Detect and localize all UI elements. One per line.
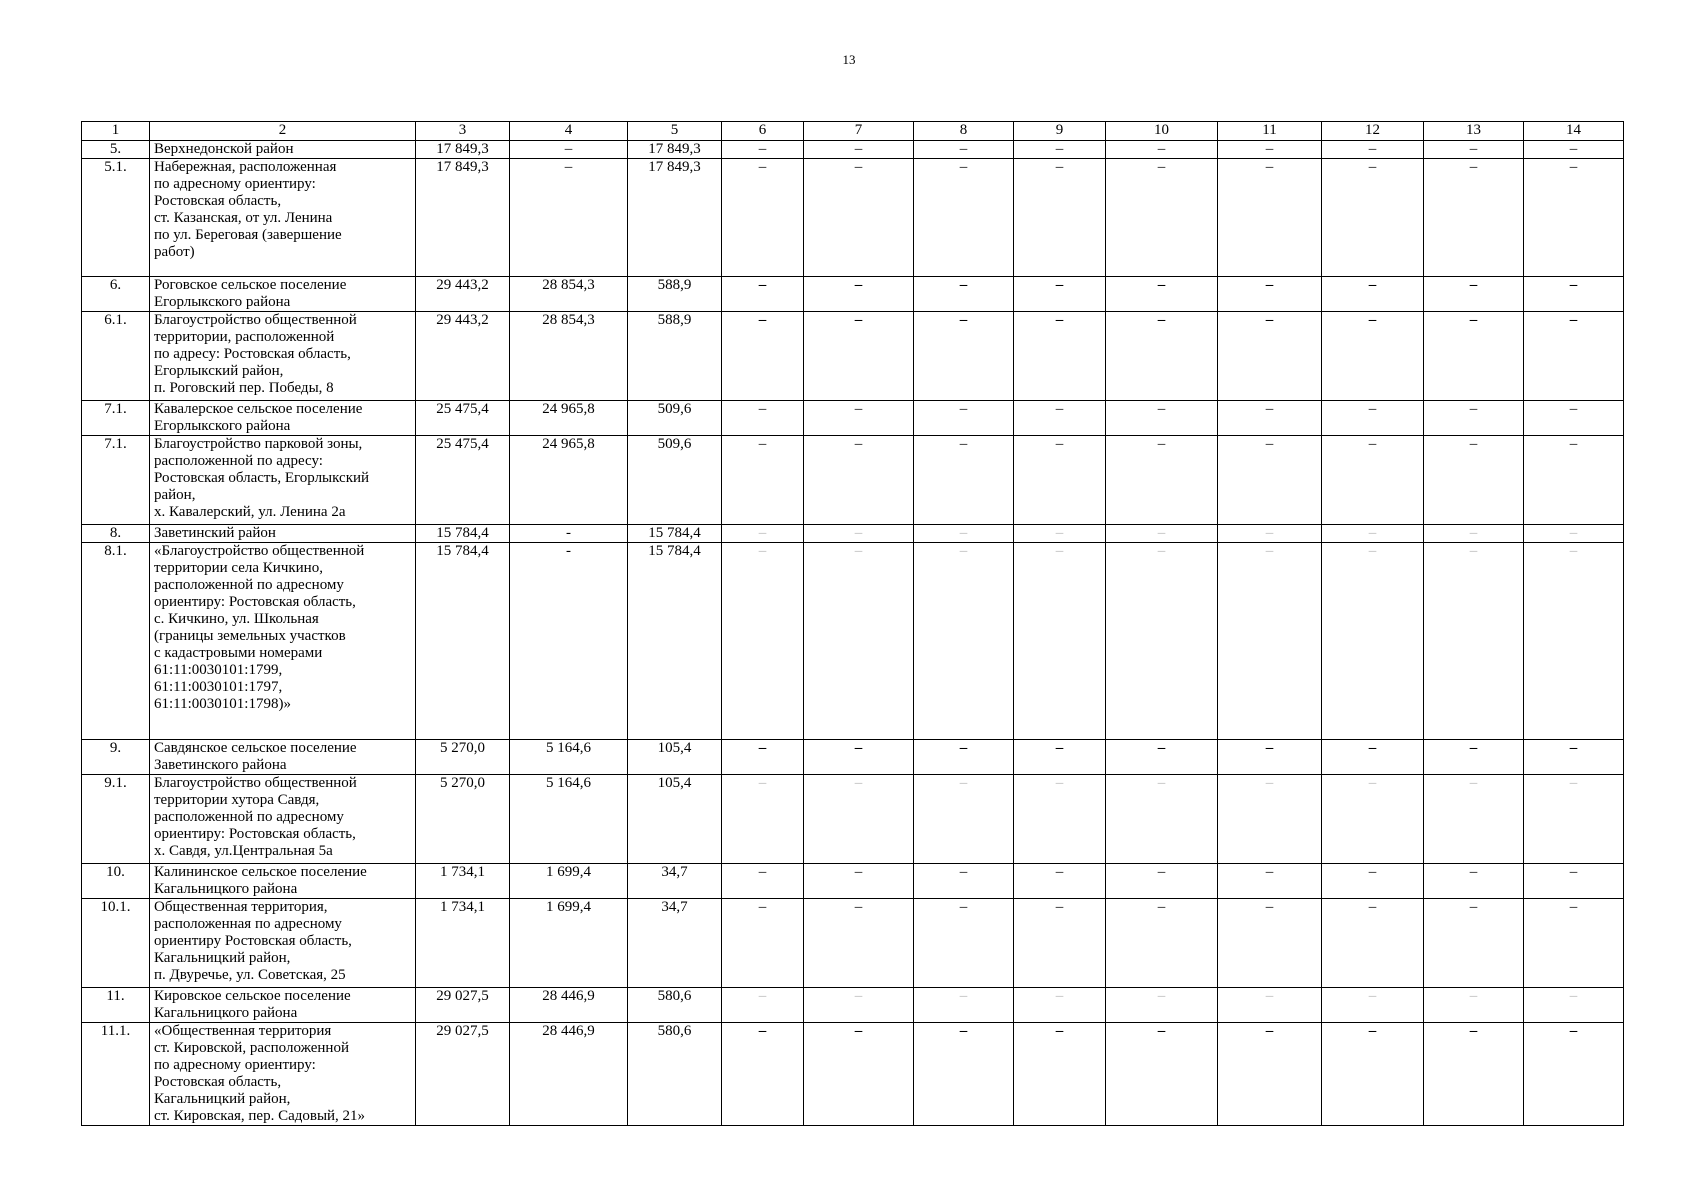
row-column-8: –	[914, 436, 1014, 525]
row-column-11: –	[1218, 899, 1322, 988]
row-column-11: –	[1218, 775, 1322, 864]
row-column-13: –	[1424, 277, 1524, 312]
row-column-7: –	[804, 988, 914, 1023]
row-column-12: –	[1322, 1023, 1424, 1126]
column-header-4: 4	[510, 122, 628, 141]
row-column-5: 34,7	[628, 899, 722, 988]
row-column-5: 15 784,4	[628, 525, 722, 543]
row-column-10: –	[1106, 740, 1218, 775]
row-column-9: –	[1014, 277, 1106, 312]
row-column-12: –	[1322, 899, 1424, 988]
row-column-7: –	[804, 740, 914, 775]
row-column-4: 24 965,8	[510, 401, 628, 436]
row-column-9: –	[1014, 525, 1106, 543]
row-name: Кавалерское сельское поселение Егорлыкского района	[150, 401, 416, 436]
row-column-7: –	[804, 141, 914, 159]
column-header-3: 3	[416, 122, 510, 141]
row-column-5: 105,4	[628, 775, 722, 864]
row-column-8: –	[914, 988, 1014, 1023]
row-column-5: 17 849,3	[628, 141, 722, 159]
row-name: Общественная территория, расположенная по адресному ориентиру Ростовская область, Кагальницкий район, п. Двуречье, ул. Советская, 25	[150, 899, 416, 988]
row-column-4: 5 164,6	[510, 740, 628, 775]
row-column-6: –	[722, 775, 804, 864]
row-column-5: 509,6	[628, 401, 722, 436]
row-total: 17 849,3	[416, 159, 510, 277]
row-column-11: –	[1218, 141, 1322, 159]
row-column-5: 15 784,4	[628, 543, 722, 740]
row-number: 9.1.	[82, 775, 150, 864]
row-column-12: –	[1322, 401, 1424, 436]
row-column-14: –	[1524, 1023, 1624, 1126]
row-column-12: –	[1322, 988, 1424, 1023]
row-name: Благоустройство парковой зоны, расположенной по адресу: Ростовская область, Егорлыкский район, х. Кавалерский, ул. Ленина 2а	[150, 436, 416, 525]
row-column-12: –	[1322, 775, 1424, 864]
row-column-14: –	[1524, 436, 1624, 525]
row-number: 9.	[82, 740, 150, 775]
row-column-11: –	[1218, 543, 1322, 740]
table-body	[82, 141, 1624, 1126]
table-row	[82, 1023, 1624, 1126]
row-column-10: –	[1106, 988, 1218, 1023]
row-column-9: –	[1014, 988, 1106, 1023]
column-header-12: 12	[1322, 122, 1424, 141]
row-name: Заветинский район	[150, 525, 416, 543]
row-name: Верхнедонской район	[150, 141, 416, 159]
row-column-12: –	[1322, 864, 1424, 899]
row-column-10: –	[1106, 543, 1218, 740]
row-column-8: –	[914, 864, 1014, 899]
row-column-8: –	[914, 525, 1014, 543]
table-row	[82, 899, 1624, 988]
row-column-7: –	[804, 312, 914, 401]
column-number-row	[82, 122, 1624, 141]
table-row	[82, 312, 1624, 401]
row-column-7: –	[804, 436, 914, 525]
row-column-13: –	[1424, 141, 1524, 159]
row-total: 25 475,4	[416, 436, 510, 525]
row-column-13: –	[1424, 988, 1524, 1023]
row-column-8: –	[914, 141, 1014, 159]
row-column-14: –	[1524, 543, 1624, 740]
row-column-14: –	[1524, 141, 1624, 159]
column-header-8: 8	[914, 122, 1014, 141]
row-total: 15 784,4	[416, 543, 510, 740]
row-column-7: –	[804, 1023, 914, 1126]
row-column-13: –	[1424, 159, 1524, 277]
row-name: Набережная, расположенная по адресному ориентиру: Ростовская область, ст. Казанская, от ул. Ленина по ул. Береговая (завершение работ)	[150, 159, 416, 277]
row-column-7: –	[804, 899, 914, 988]
row-column-7: –	[804, 159, 914, 277]
row-column-10: –	[1106, 141, 1218, 159]
row-column-5: 580,6	[628, 988, 722, 1023]
row-column-14: –	[1524, 775, 1624, 864]
table-row	[82, 740, 1624, 775]
row-column-11: –	[1218, 1023, 1322, 1126]
row-column-6: –	[722, 1023, 804, 1126]
row-number: 6.	[82, 277, 150, 312]
column-header-11: 11	[1218, 122, 1322, 141]
row-column-8: –	[914, 312, 1014, 401]
row-column-4: 24 965,8	[510, 436, 628, 525]
row-total: 29 027,5	[416, 1023, 510, 1126]
row-total: 29 443,2	[416, 277, 510, 312]
row-column-4: 28 854,3	[510, 312, 628, 401]
row-column-13: –	[1424, 312, 1524, 401]
row-column-5: 34,7	[628, 864, 722, 899]
row-column-14: –	[1524, 525, 1624, 543]
row-number: 6.1.	[82, 312, 150, 401]
row-column-4: -	[510, 525, 628, 543]
row-column-6: –	[722, 401, 804, 436]
row-column-13: –	[1424, 1023, 1524, 1126]
row-column-12: –	[1322, 543, 1424, 740]
budget-table	[81, 121, 1624, 1126]
row-column-5: 588,9	[628, 312, 722, 401]
row-total: 1 734,1	[416, 899, 510, 988]
row-column-6: –	[722, 312, 804, 401]
row-column-14: –	[1524, 864, 1624, 899]
row-column-11: –	[1218, 864, 1322, 899]
row-name: Благоустройство общественной территории, расположенной по адресу: Ростовская область, Егорлыкский район, п. Роговский пер. Победы, 8	[150, 312, 416, 401]
row-column-9: –	[1014, 740, 1106, 775]
row-column-7: –	[804, 401, 914, 436]
row-column-6: –	[722, 141, 804, 159]
row-column-10: –	[1106, 436, 1218, 525]
row-number: 8.	[82, 525, 150, 543]
row-column-14: –	[1524, 988, 1624, 1023]
row-column-13: –	[1424, 899, 1524, 988]
row-total: 5 270,0	[416, 740, 510, 775]
row-column-14: –	[1524, 899, 1624, 988]
column-header-10: 10	[1106, 122, 1218, 141]
row-column-5: 105,4	[628, 740, 722, 775]
row-name: Роговское сельское поселение Егорлыкского района	[150, 277, 416, 312]
row-column-11: –	[1218, 312, 1322, 401]
column-header-2: 2	[150, 122, 416, 141]
row-column-9: –	[1014, 1023, 1106, 1126]
row-column-6: –	[722, 988, 804, 1023]
row-name: Савдянское сельское поселение Заветинского района	[150, 740, 416, 775]
page-number: 13	[842, 52, 856, 67]
table-row	[82, 864, 1624, 899]
row-number: 7.1.	[82, 401, 150, 436]
table-row	[82, 525, 1624, 543]
row-column-12: –	[1322, 312, 1424, 401]
row-column-5: 509,6	[628, 436, 722, 525]
row-total: 25 475,4	[416, 401, 510, 436]
row-column-4: 5 164,6	[510, 775, 628, 864]
column-header-1: 1	[82, 122, 150, 141]
row-column-10: –	[1106, 159, 1218, 277]
row-column-12: –	[1322, 740, 1424, 775]
row-total: 17 849,3	[416, 141, 510, 159]
row-column-7: –	[804, 543, 914, 740]
row-column-6: –	[722, 740, 804, 775]
row-column-6: –	[722, 864, 804, 899]
row-column-8: –	[914, 159, 1014, 277]
row-column-6: –	[722, 277, 804, 312]
row-column-8: –	[914, 543, 1014, 740]
row-column-11: –	[1218, 401, 1322, 436]
table-row	[82, 436, 1624, 525]
row-name: Калининское сельское поселение Кагальницкого района	[150, 864, 416, 899]
row-number: 11.	[82, 988, 150, 1023]
row-column-11: –	[1218, 277, 1322, 312]
row-column-10: –	[1106, 312, 1218, 401]
row-column-12: –	[1322, 277, 1424, 312]
row-column-4: 28 446,9	[510, 1023, 628, 1126]
row-column-8: –	[914, 1023, 1014, 1126]
table-row	[82, 277, 1624, 312]
row-column-6: –	[722, 899, 804, 988]
row-total: 5 270,0	[416, 775, 510, 864]
row-column-10: –	[1106, 775, 1218, 864]
row-column-9: –	[1014, 543, 1106, 740]
row-column-9: –	[1014, 401, 1106, 436]
row-column-13: –	[1424, 543, 1524, 740]
row-number: 11.1.	[82, 1023, 150, 1126]
row-name: «Благоустройство общественной территории села Кичкино, расположенной по адресному ориентиру: Ростовская область, с. Кичкино, ул. Школьная (границы земельных участков с кадастровыми номерами 61:11:0030101:1799, 61:11:0030101:1797, 61:11:0030101:1798)»	[150, 543, 416, 740]
row-name: Кировское сельское поселение Кагальницкого района	[150, 988, 416, 1023]
column-header-13: 13	[1424, 122, 1524, 141]
table-row	[82, 159, 1624, 277]
row-column-6: –	[722, 159, 804, 277]
row-column-5: 588,9	[628, 277, 722, 312]
row-column-7: –	[804, 525, 914, 543]
table-row	[82, 775, 1624, 864]
column-header-6: 6	[722, 122, 804, 141]
row-column-9: –	[1014, 141, 1106, 159]
row-column-14: –	[1524, 159, 1624, 277]
column-header-14: 14	[1524, 122, 1624, 141]
row-column-7: –	[804, 775, 914, 864]
row-column-8: –	[914, 401, 1014, 436]
row-column-6: –	[722, 543, 804, 740]
row-column-14: –	[1524, 740, 1624, 775]
row-column-9: –	[1014, 312, 1106, 401]
table-row	[82, 988, 1624, 1023]
row-column-14: –	[1524, 312, 1624, 401]
row-column-10: –	[1106, 525, 1218, 543]
row-column-9: –	[1014, 899, 1106, 988]
row-column-7: –	[804, 277, 914, 312]
row-column-10: –	[1106, 401, 1218, 436]
row-number: 10.	[82, 864, 150, 899]
row-column-11: –	[1218, 159, 1322, 277]
row-column-4: 28 854,3	[510, 277, 628, 312]
row-number: 10.1.	[82, 899, 150, 988]
row-column-6: –	[722, 436, 804, 525]
row-column-12: –	[1322, 141, 1424, 159]
row-total: 15 784,4	[416, 525, 510, 543]
row-column-13: –	[1424, 775, 1524, 864]
row-column-8: –	[914, 277, 1014, 312]
row-column-5: 17 849,3	[628, 159, 722, 277]
row-number: 5.	[82, 141, 150, 159]
row-column-10: –	[1106, 277, 1218, 312]
row-total: 29 027,5	[416, 988, 510, 1023]
table-row	[82, 141, 1624, 159]
row-column-4: –	[510, 159, 628, 277]
row-name: «Общественная территория ст. Кировской, расположенной по адресному ориентиру: Ростовская область, Кагальницкий район, ст. Кировская, пер. Садовый, 21»	[150, 1023, 416, 1126]
row-column-5: 580,6	[628, 1023, 722, 1126]
row-column-8: –	[914, 775, 1014, 864]
row-column-13: –	[1424, 740, 1524, 775]
row-name: Благоустройство общественной территории хутора Савдя, расположенной по адресному ориентиру: Ростовская область, х. Савдя, ул.Центральная 5а	[150, 775, 416, 864]
row-column-8: –	[914, 740, 1014, 775]
row-total: 29 443,2	[416, 312, 510, 401]
row-column-9: –	[1014, 775, 1106, 864]
row-column-4: –	[510, 141, 628, 159]
row-column-14: –	[1524, 401, 1624, 436]
row-column-12: –	[1322, 436, 1424, 525]
row-column-11: –	[1218, 436, 1322, 525]
row-column-10: –	[1106, 1023, 1218, 1126]
row-column-10: –	[1106, 899, 1218, 988]
row-number: 8.1.	[82, 543, 150, 740]
table-row	[82, 543, 1624, 740]
row-column-4: 1 699,4	[510, 864, 628, 899]
row-column-6: –	[722, 525, 804, 543]
row-column-4: 28 446,9	[510, 988, 628, 1023]
row-column-13: –	[1424, 525, 1524, 543]
row-column-13: –	[1424, 436, 1524, 525]
row-column-7: –	[804, 864, 914, 899]
row-number: 7.1.	[82, 436, 150, 525]
row-column-4: -	[510, 543, 628, 740]
row-column-11: –	[1218, 988, 1322, 1023]
column-header-9: 9	[1014, 122, 1106, 141]
column-header-7: 7	[804, 122, 914, 141]
row-number: 5.1.	[82, 159, 150, 277]
row-column-8: –	[914, 899, 1014, 988]
row-column-11: –	[1218, 525, 1322, 543]
row-column-4: 1 699,4	[510, 899, 628, 988]
row-column-14: –	[1524, 277, 1624, 312]
row-column-9: –	[1014, 864, 1106, 899]
row-column-12: –	[1322, 159, 1424, 277]
row-column-11: –	[1218, 740, 1322, 775]
row-column-10: –	[1106, 864, 1218, 899]
row-column-9: –	[1014, 159, 1106, 277]
table-row	[82, 401, 1624, 436]
row-column-9: –	[1014, 436, 1106, 525]
row-total: 1 734,1	[416, 864, 510, 899]
row-column-13: –	[1424, 401, 1524, 436]
row-column-13: –	[1424, 864, 1524, 899]
column-header-5: 5	[628, 122, 722, 141]
row-column-12: –	[1322, 525, 1424, 543]
